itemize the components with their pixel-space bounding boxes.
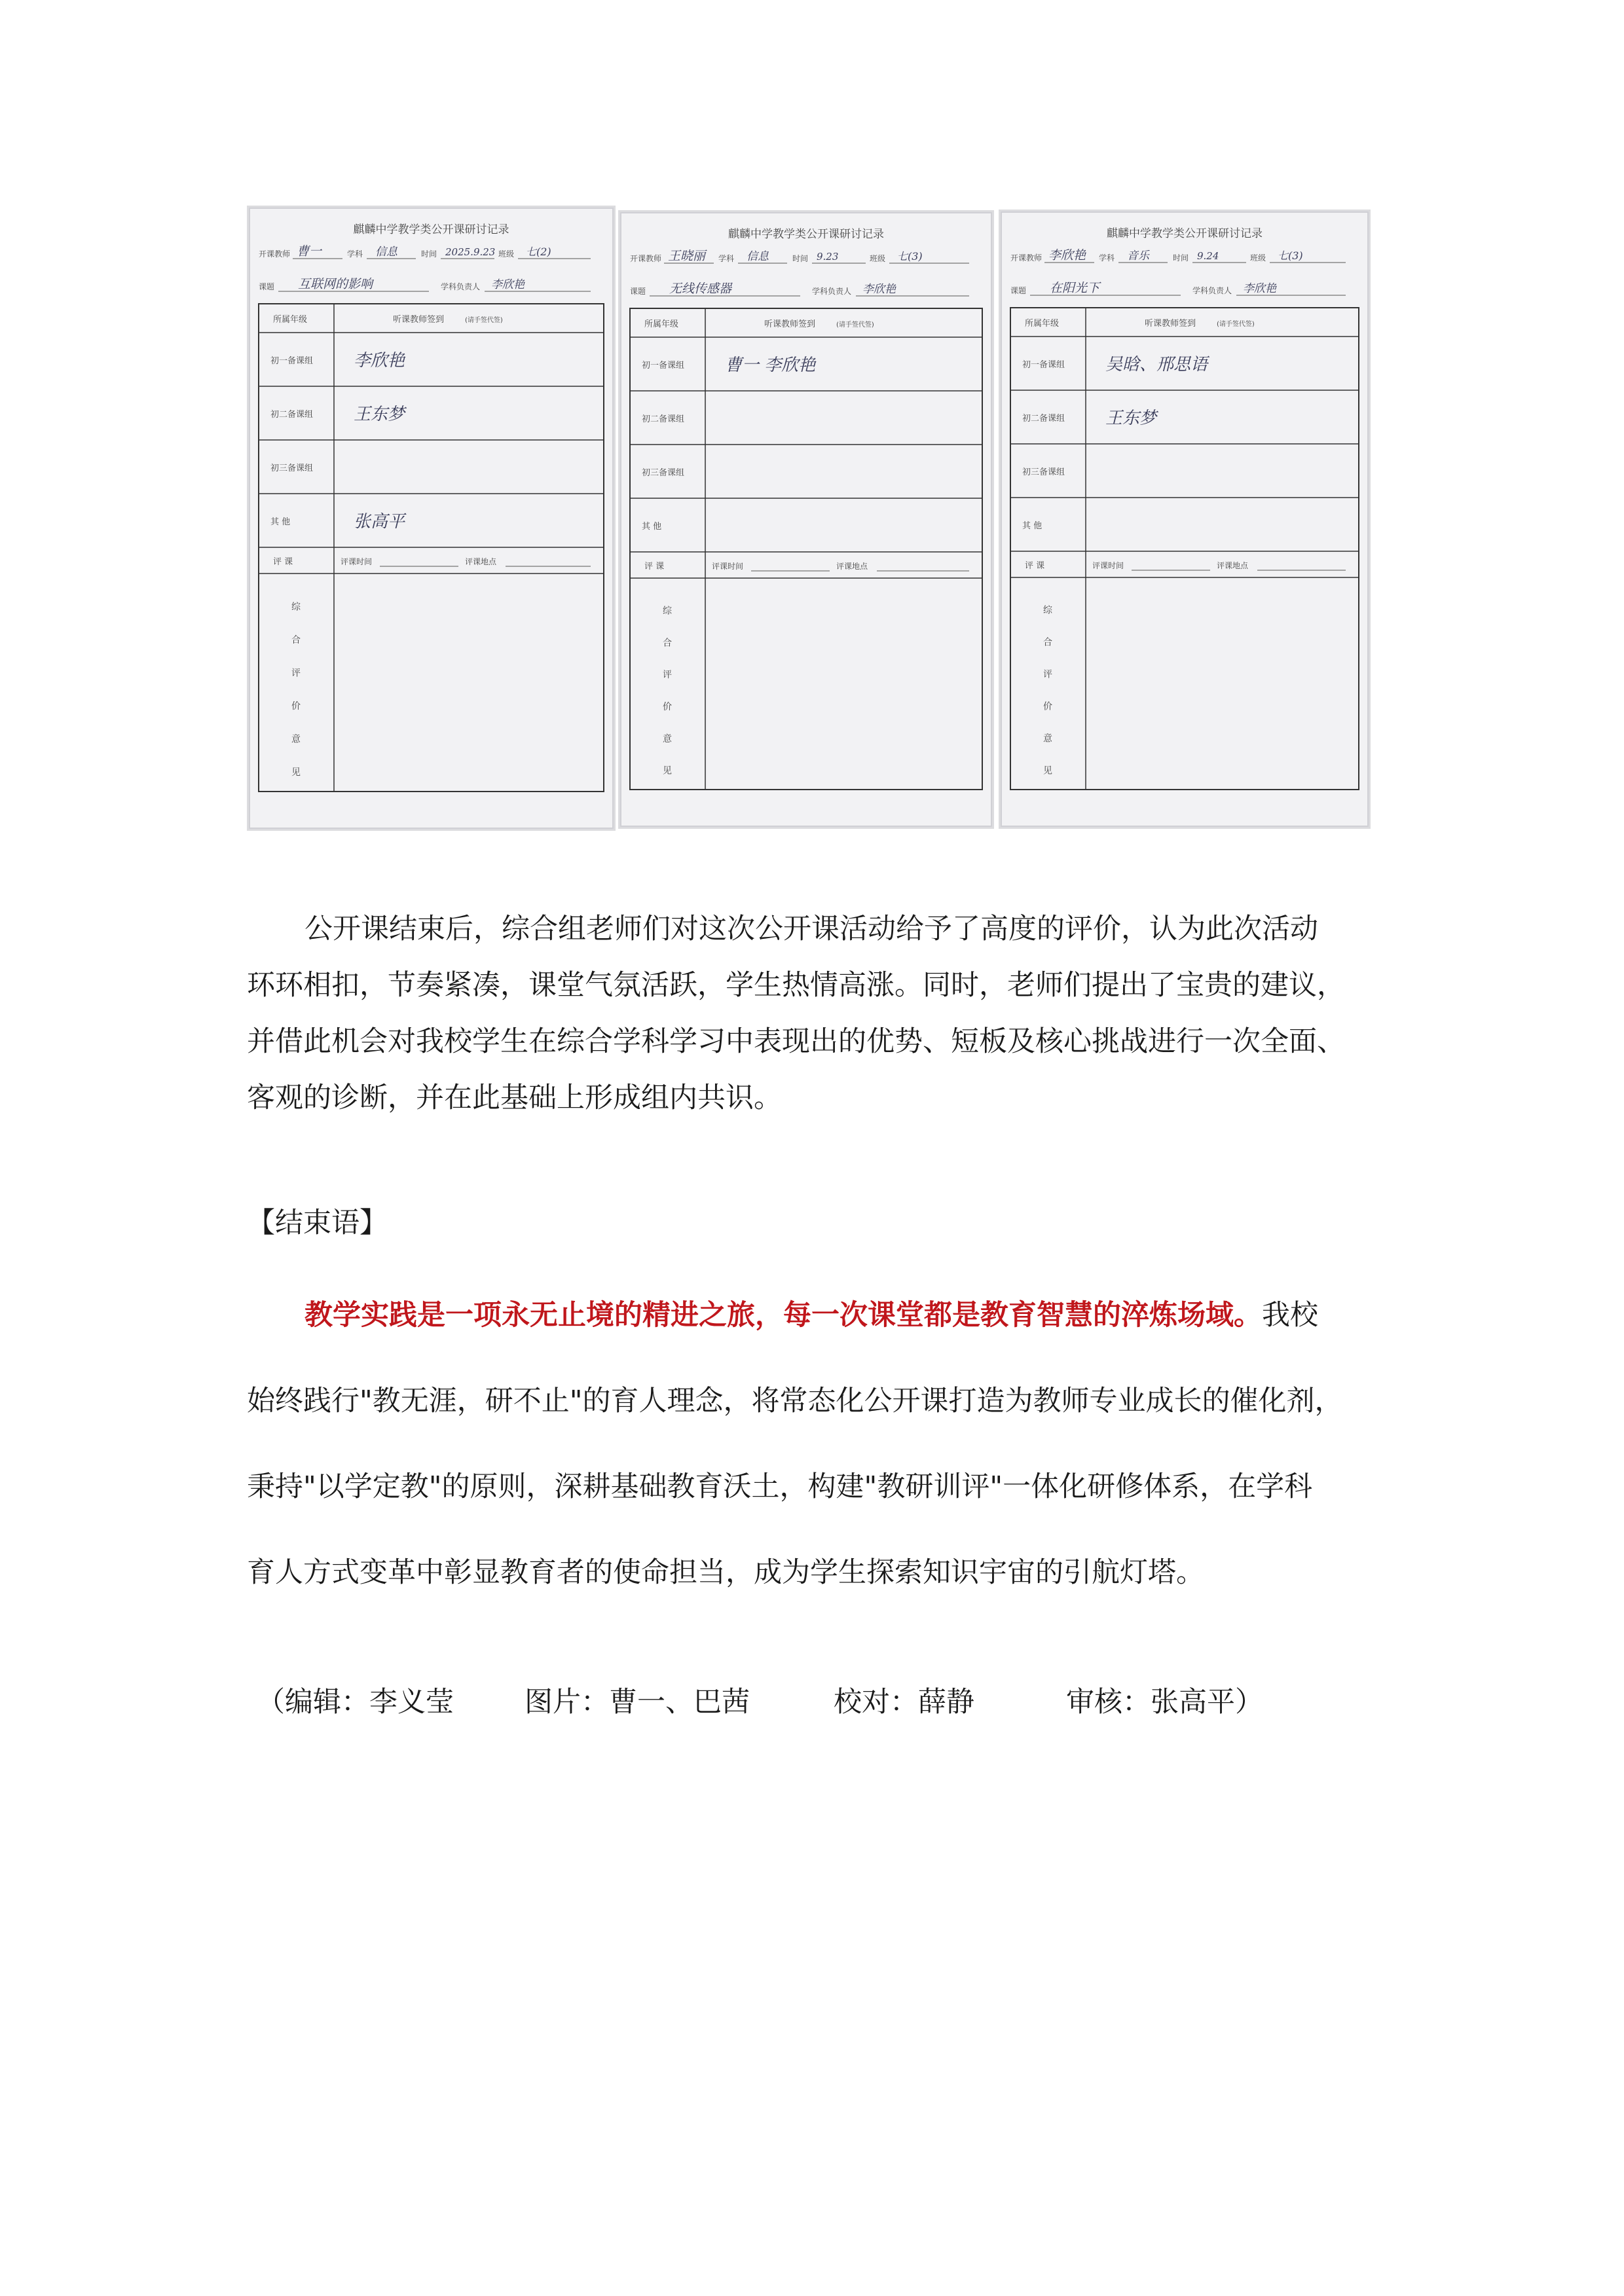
table-header-sign: 听课教师签到 xyxy=(1145,319,1196,329)
paragraph-line: 秉持"以学定教"的原则，深耕基础教育沃土，构建"教研训评"一体化研修体系，在学科 xyxy=(247,1470,1313,1503)
handwritten-teacher: 曹一 xyxy=(297,244,322,259)
handwritten-topic: 在阳光下 xyxy=(1050,281,1100,295)
paragraph-line: 公开课结束后，综合组老师们对这次公开课活动给予了高度的评价，认为此次活动 xyxy=(304,913,1318,945)
credit-review: 审核：张高平 xyxy=(1066,1686,1235,1719)
handwritten-class: 七(2) xyxy=(526,246,551,258)
paragraph-line xyxy=(247,1273,1399,1358)
paragraph-text: 我校 xyxy=(1262,1299,1318,1332)
field-label: 开课教师 xyxy=(1010,253,1043,263)
credit-editor: 编辑：李义莹 xyxy=(285,1686,454,1719)
paper-sheet xyxy=(249,208,613,828)
row-label: 初一备课组 xyxy=(270,356,314,366)
review-place-label: 评课地点 xyxy=(465,557,497,566)
form-title: 麒麟中学教学类公开课研讨记录 xyxy=(353,223,509,236)
handwritten-signature: 李欣艳 xyxy=(354,351,405,371)
handwritten-signature: 曹一 李欣艳 xyxy=(725,355,816,375)
opinion-label-char: 价 xyxy=(1043,701,1052,712)
paragraph-line: 并借此机会对我校学生在综合学科学习中表现出的优势、短板及核心挑战进行一次全面、 xyxy=(247,1025,1345,1058)
opinion-label-char: 评 xyxy=(1043,669,1052,680)
paragraph-line: 客观的诊断，并在此基础上形成组内共识。 xyxy=(247,1082,782,1114)
credits-open: （ xyxy=(257,1686,285,1719)
review-label: 评 课 xyxy=(644,562,665,572)
field-label: 班级 xyxy=(870,254,886,263)
paragraph-line: 育人方式变革中彰显教育者的使命担当，成为学生探索知识宇宙的引航灯塔。 xyxy=(247,1556,1204,1589)
review-label: 评 课 xyxy=(273,557,293,567)
form-title: 麒麟中学教学类公开课研讨记录 xyxy=(728,228,884,241)
handwritten-signature: 张高平 xyxy=(354,512,405,532)
review-time-label: 评课时间 xyxy=(341,557,373,566)
table-header-note: (请手签代签) xyxy=(836,321,874,329)
opinion-label-char: 价 xyxy=(663,701,672,712)
opinion-label-char: 评 xyxy=(663,670,672,681)
row-label: 初三备课组 xyxy=(270,464,314,473)
credits-line xyxy=(257,1683,1263,1722)
opinion-label-char: 意 xyxy=(291,734,301,745)
opinion-label-char: 见 xyxy=(663,765,672,776)
field-label: 学科 xyxy=(347,249,363,259)
handwritten-time: 9.23 xyxy=(817,251,839,263)
opinion-label-char: 综 xyxy=(291,602,301,613)
field-label: 开课教师 xyxy=(259,249,291,259)
field-label: 学科负责人 xyxy=(441,282,481,291)
record-form-image xyxy=(618,210,994,829)
credits-close: ） xyxy=(1235,1686,1263,1719)
row-label: 初二备课组 xyxy=(642,414,685,424)
paragraph-line: 环环相扣，节奏紧凑，课堂气氛活跃，学生热情高涨。同时，老师们提出了宝贵的建议， xyxy=(247,969,1345,1002)
photo-record-form-2 xyxy=(618,210,994,829)
table-header-grade: 所属年级 xyxy=(1025,319,1060,329)
opinion-label-char: 合 xyxy=(663,638,672,649)
field-label: 课题 xyxy=(630,287,646,296)
handwritten-subject: 音乐 xyxy=(1127,249,1149,263)
field-label: 班级 xyxy=(1250,253,1266,263)
handwritten-leader: 李欣艳 xyxy=(1243,282,1276,295)
table-header-grade: 所属年级 xyxy=(644,319,679,329)
summary-paragraph xyxy=(247,901,1399,1126)
row-label: 其 他 xyxy=(1022,521,1043,531)
credit-photos: 图片：曹一、巴茜 xyxy=(525,1686,750,1719)
handwritten-subject: 信息 xyxy=(375,246,397,259)
field-label: 开课教师 xyxy=(630,254,662,263)
handwritten-signature: 王东梦 xyxy=(354,405,405,424)
review-time-label: 评课时间 xyxy=(712,562,744,571)
conclusion-paragraph xyxy=(247,1273,1399,1616)
row-label: 初三备课组 xyxy=(642,468,685,478)
table-header-sign: 听课教师签到 xyxy=(764,319,816,329)
field-label: 学科负责人 xyxy=(812,287,852,296)
record-form-image xyxy=(247,206,616,831)
review-label: 评 课 xyxy=(1025,561,1045,571)
opinion-label-char: 意 xyxy=(663,733,672,744)
handwritten-teacher: 王晓丽 xyxy=(668,249,706,263)
row-label: 初一备课组 xyxy=(1022,360,1065,370)
review-time-label: 评课时间 xyxy=(1092,561,1124,570)
handwritten-leader: 李欣艳 xyxy=(862,283,896,296)
table-header-grade: 所属年级 xyxy=(273,315,308,325)
opinion-label-char: 合 xyxy=(291,634,301,646)
table-header-sign: 听课教师签到 xyxy=(393,315,445,325)
field-label: 时间 xyxy=(792,254,809,263)
handwritten-signature: 王东梦 xyxy=(1105,409,1157,428)
field-label: 学科 xyxy=(718,254,735,263)
row-label: 初一备课组 xyxy=(642,361,685,371)
opinion-label-char: 价 xyxy=(291,701,301,712)
row-label: 初二备课组 xyxy=(1022,414,1065,424)
handwritten-time: 9.24 xyxy=(1197,250,1219,262)
handwritten-subject: 信息 xyxy=(747,250,769,263)
field-label: 课题 xyxy=(259,282,275,291)
review-place-label: 评课地点 xyxy=(1217,561,1249,570)
opinion-label-char: 见 xyxy=(291,767,301,778)
handwritten-class: 七(3) xyxy=(897,250,923,263)
row-label: 初二备课组 xyxy=(270,410,314,420)
table-header-note: (请手签代签) xyxy=(1217,321,1255,328)
paper-sheet xyxy=(621,213,991,826)
handwritten-leader: 李欣艳 xyxy=(491,278,525,291)
opinion-label-char: 意 xyxy=(1043,733,1052,744)
row-label: 其 他 xyxy=(270,517,291,527)
handwritten-teacher: 李欣艳 xyxy=(1048,248,1086,263)
field-label: 学科负责人 xyxy=(1192,286,1232,295)
handwritten-signature: 吴晗、邢思语 xyxy=(1105,355,1208,374)
credit-proof: 校对：薛静 xyxy=(834,1686,974,1719)
opinion-label-char: 评 xyxy=(291,668,301,679)
row-label: 初三备课组 xyxy=(1022,467,1065,477)
field-label: 时间 xyxy=(421,249,437,259)
field-label: 学科 xyxy=(1099,253,1115,263)
opinion-label-char: 综 xyxy=(663,606,672,617)
photo-record-form-1 xyxy=(247,206,616,831)
photo-record-form-3 xyxy=(999,210,1371,829)
emphasis-text: 教学实践是一项永无止境的精进之旅，每一次课堂都是教育智慧的淬炼场域。 xyxy=(304,1299,1262,1332)
table-header-note: (请手签代签) xyxy=(465,317,503,324)
handwritten-topic: 无线传感器 xyxy=(669,282,732,296)
field-label: 课题 xyxy=(1010,286,1027,295)
handwritten-topic: 互联网的影响 xyxy=(298,277,373,291)
record-form-image xyxy=(999,210,1371,829)
handwritten-class: 七(3) xyxy=(1278,249,1303,262)
paper-sheet xyxy=(1001,212,1368,826)
opinion-label-char: 合 xyxy=(1043,637,1052,648)
opinion-label-char: 综 xyxy=(1043,605,1052,616)
form-title: 麒麟中学教学类公开课研讨记录 xyxy=(1107,227,1263,240)
row-label: 其 他 xyxy=(642,522,662,532)
review-place-label: 评课地点 xyxy=(836,562,868,571)
field-label: 班级 xyxy=(498,249,515,259)
field-label: 时间 xyxy=(1173,253,1189,263)
section-heading-conclusion: 【结束语】 xyxy=(247,1207,388,1239)
opinion-label-char: 见 xyxy=(1043,765,1052,776)
handwritten-time: 2025.9.23 xyxy=(445,246,496,258)
paragraph-line: 始终践行"教无涯，研不止"的育人理念，将常态化公开课打造为教师专业成长的催化剂， xyxy=(247,1385,1343,1417)
